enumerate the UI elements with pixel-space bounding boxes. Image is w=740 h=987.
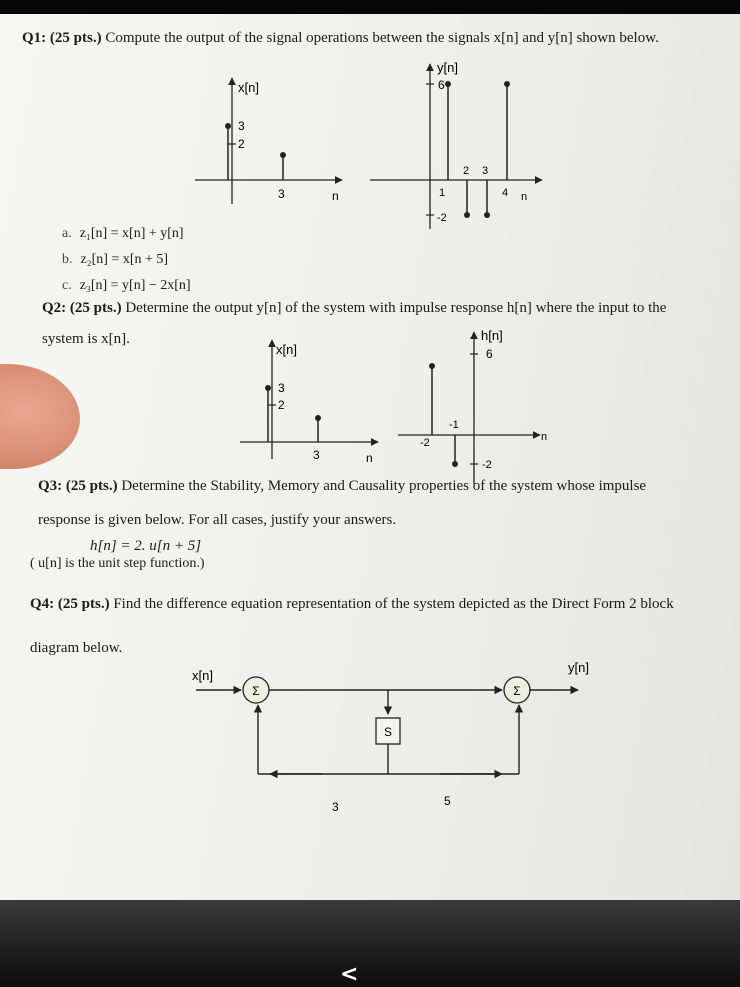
stem-dot xyxy=(464,212,470,218)
exam-page xyxy=(0,14,740,904)
q2-text-line1: Determine the output y[n] of the system with impulse response h[n] where the input to the xyxy=(125,300,667,316)
y-tick-label: 6 xyxy=(438,78,445,92)
q3-note: ( u[n] is the unit step function.) xyxy=(30,556,205,571)
stem-dot xyxy=(452,461,458,467)
y-tick-label: 3 xyxy=(238,119,245,133)
delay-block-label: S xyxy=(383,725,393,739)
q1-item-label: c. xyxy=(62,278,72,293)
stem-dot xyxy=(280,152,286,158)
q1-item-expr: z₂[n] = x[n + 5] xyxy=(80,252,169,267)
x-tick-label: 2 xyxy=(463,165,470,177)
plot-title: h[n] xyxy=(481,328,503,343)
input-label: x[n] xyxy=(192,668,213,683)
y-tick-label: 3 xyxy=(278,381,285,395)
plot-title: x[n] xyxy=(238,80,259,95)
top-bar xyxy=(0,0,740,14)
x-tick-label: 3 xyxy=(278,187,285,201)
q1-item-label: b. xyxy=(62,252,73,267)
q3-equation: h[n] = 2. u[n + 5] xyxy=(90,538,202,554)
stem-dot xyxy=(429,363,435,369)
q1-item-expr: z₃[n] = y[n] − 2x[n] xyxy=(79,278,191,293)
y-tick-label: -2 xyxy=(482,459,492,471)
axis-label: n xyxy=(521,191,528,203)
stem-dot xyxy=(445,81,451,87)
stem-dot xyxy=(315,415,321,421)
q3-text-line1: Determine the Stability, Memory and Causality properties of the system whose impulse xyxy=(121,478,647,494)
gain-2-label: 5 xyxy=(444,794,451,808)
stem-dot xyxy=(504,81,510,87)
q2-label: Q2: (25 pts.) xyxy=(42,300,122,316)
y-tick-label: -2 xyxy=(437,212,447,224)
plot-title: x[n] xyxy=(276,342,297,357)
q1-item-label: a. xyxy=(62,226,72,241)
x-tick-label: 3 xyxy=(313,448,320,462)
y-tick-label: 2 xyxy=(238,137,245,151)
q1-yn-plot xyxy=(370,60,542,229)
q1-xn-plot xyxy=(195,78,342,204)
q1-label: Q1: (25 pts.) xyxy=(22,30,102,46)
photo-bottom-shadow xyxy=(0,900,740,987)
sum-node-1-label: Σ xyxy=(252,684,260,698)
output-label: y[n] xyxy=(568,660,589,675)
axis-label: n xyxy=(541,431,548,443)
q4-text-line2: diagram below. xyxy=(30,640,123,656)
q2-hn-plot xyxy=(398,328,547,484)
gain-1-label: 3 xyxy=(332,800,339,814)
q2-xn-plot xyxy=(240,340,378,465)
q4-label: Q4: (25 pts.) xyxy=(30,596,110,612)
axis-label: n xyxy=(332,189,339,203)
q1-text: Compute the output of the signal operations between the signals x[n] and y[n] shown below. xyxy=(105,30,659,46)
stem-dot xyxy=(225,123,231,129)
figures-layer xyxy=(0,14,740,904)
q3-label: Q3: (25 pts.) xyxy=(38,478,118,494)
q2-text-line2: system is x[n]. xyxy=(42,331,130,347)
x-tick-label: -2 xyxy=(420,437,430,449)
q3-text-line2: response is given below. For all cases, justify your answers. xyxy=(38,512,397,528)
q4-block-diagram xyxy=(192,660,589,814)
q1-item-expr: z₁[n] = x[n] + y[n] xyxy=(79,226,184,241)
axis-label: n xyxy=(366,451,373,465)
x-tick-label: 1 xyxy=(439,187,446,199)
y-tick-label: 2 xyxy=(278,398,285,412)
back-chevron-icon[interactable]: < xyxy=(340,962,359,987)
stem-dot xyxy=(265,385,271,391)
x-tick-label: 3 xyxy=(482,165,489,177)
sum-node-2-label: Σ xyxy=(513,684,521,698)
stem-dot xyxy=(484,212,490,218)
plot-title: y[n] xyxy=(437,60,458,75)
x-tick-label: -1 xyxy=(449,419,459,431)
x-tick-label: 4 xyxy=(502,187,509,199)
y-tick-label: 6 xyxy=(486,347,493,361)
q4-text-line1: Find the difference equation representation of the system depicted as the Direct Form 2 block xyxy=(113,596,674,612)
